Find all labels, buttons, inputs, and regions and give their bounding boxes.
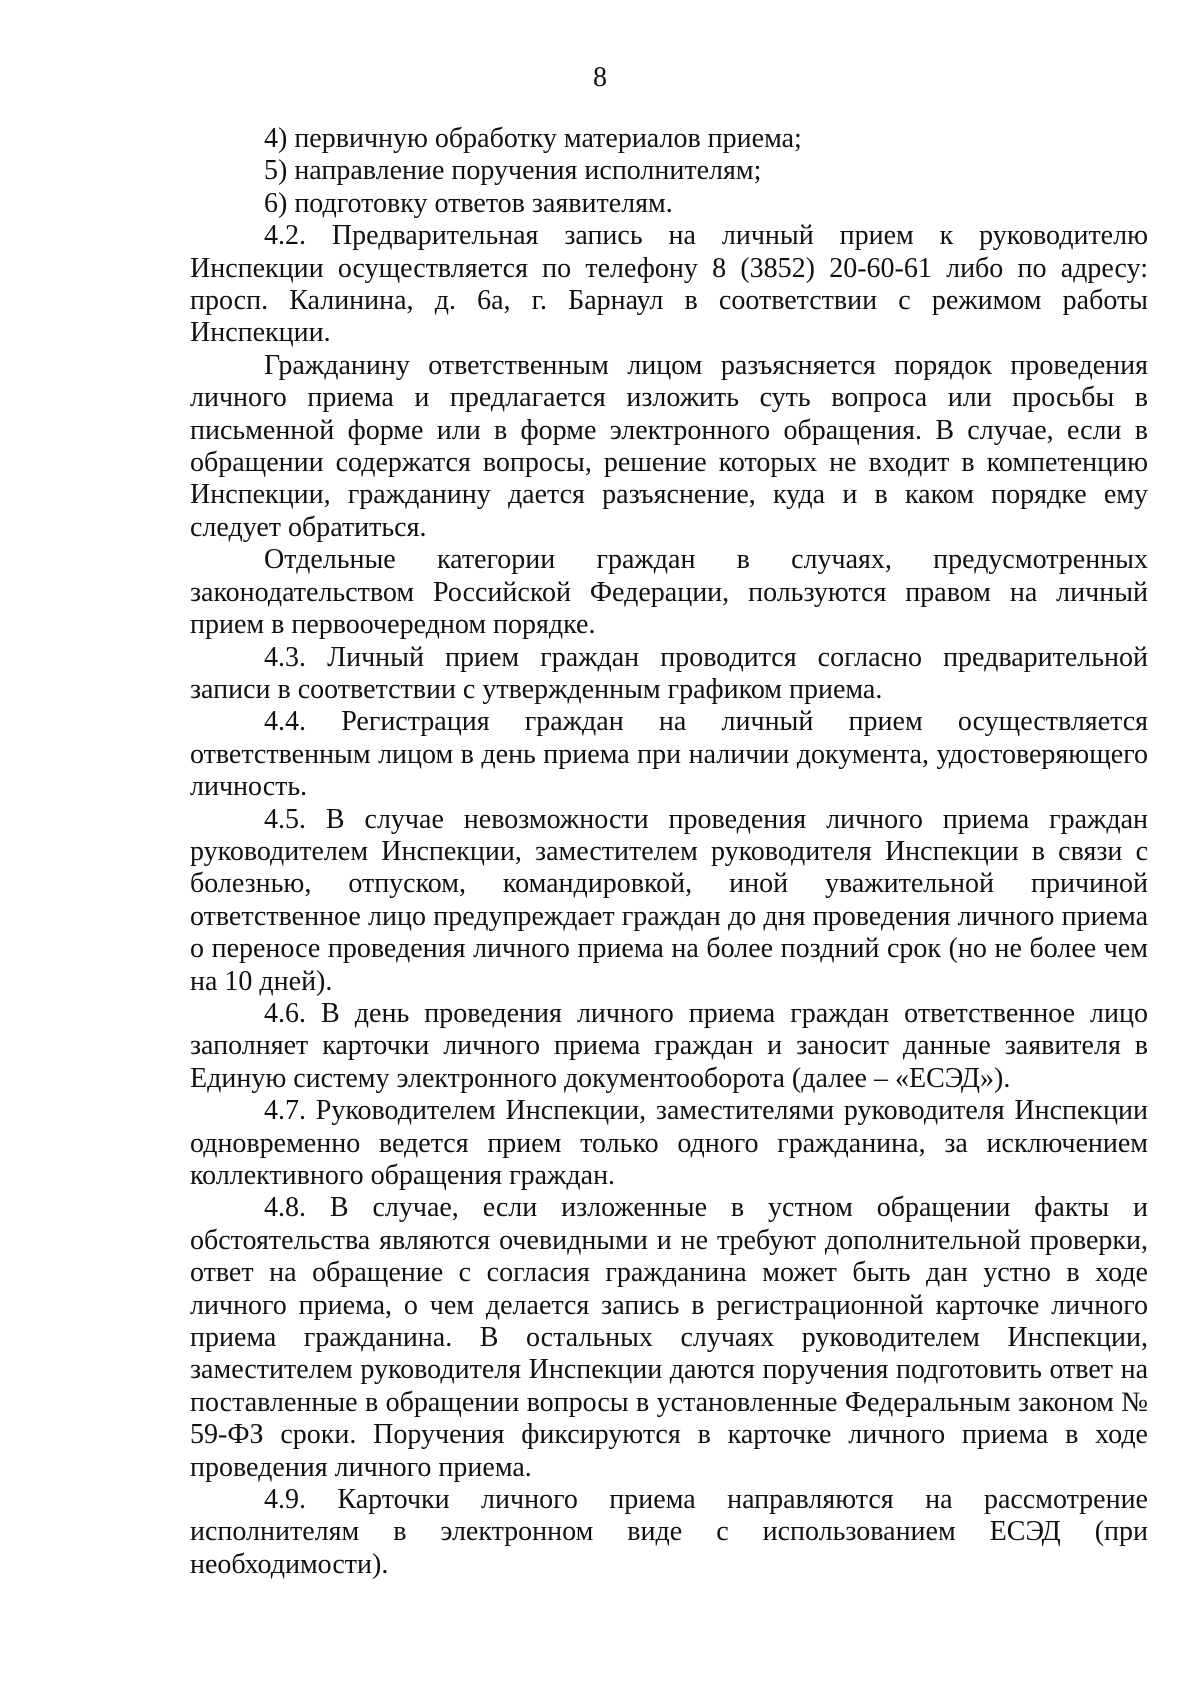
paragraph-4-3: 4.3. Личный прием граждан проводится согласно предварительной записи в соответствии с утвержденным графиком приема. [190,641,1148,705]
document-body [190,123,1148,1581]
paragraph-4-7: 4.7. Руководителем Инспекции, заместителями руководителя Инспекции одновременно ведется прием только одного гражданина, за исключением коллективного обращения граждан. [190,1095,1148,1191]
list-item-6: 6) подготовку ответов заявителям. [264,187,673,219]
list-item-5: 5) направление поручения исполнителям; [264,155,762,187]
paragraph-4-9: 4.9. Карточки личного приема направляются на рассмотрение исполнителям в электронном виде с использованием ЕСЭД (при необходимости). [190,1484,1148,1580]
paragraph-4-6: 4.6. В день проведения личного приема граждан ответственное лицо заполняет карточки личного приема граждан и заносит данные заявителя в Единую систему электронного документооборота (далее – «ЕСЭД»). [190,997,1148,1094]
paragraph-explanation: Гражданину ответственным лицом разъясняется порядок проведения личного приема и предлагается изложить суть вопроса или просьбы в письменной форме или в форме электронного обращения. В случае, если в обращении содержатся вопросы, решение которых не входит в компетенцию Инспекции, гражданину дается разъяснение, куда и в каком порядке ему следует обратиться. [190,349,1148,543]
paragraph-priority-categories: Отдельные категории граждан в случаях, предусмотренных законодательством Российской Федерации, пользуются правом на личный прием в первоочередном порядке. [190,544,1148,641]
paragraph-4-8: 4.8. В случае, если изложенные в устном обращении факты и обстоятельства являются очевидными и не требуют дополнительной проверки, ответ на обращение с согласия гражданина может быть дан устно в ходе личного приема, о чем делается запись в регистрационной карточке личного приема гражданина. В остальных случаях руководителем Инспекции, заместителем руководителя Инспекции даются поручения подготовить ответ на поставленные в обращении вопросы в установленные Федеральным законом № 59-ФЗ сроки. Поручения фиксируются в карточке личного приема в ходе проведения личного приема. [190,1192,1148,1483]
paragraph-4-5: 4.5. В случае невозможности проведения личного приема граждан руководителем Инспекции, заместителем руководителя Инспекции в связи с болезнью, отпуском, командировкой, иной уважительной причиной ответственное лицо предупреждает граждан до дня проведения личного приема о переносе проведения личного приема на более поздний срок (но не более чем на 10 дней). [190,803,1148,997]
list-item-4: 4) первичную обработку материалов приема; [264,123,802,154]
paragraph-4-4: 4.4. Регистрация граждан на личный прием осуществляется ответственным лицом в день приема при наличии документа, удостоверяющего личность. [190,706,1148,803]
page-number: 8 [593,62,607,93]
paragraph-4-2: 4.2. Предварительная запись на личный прием к руководителю Инспекции осуществляется по телефону 8 (3852) 20-60-61 либо по адресу: просп. Калинина, д. 6а, г. Барнаул в соответствии с режимом работы Инспекции. [190,220,1148,349]
